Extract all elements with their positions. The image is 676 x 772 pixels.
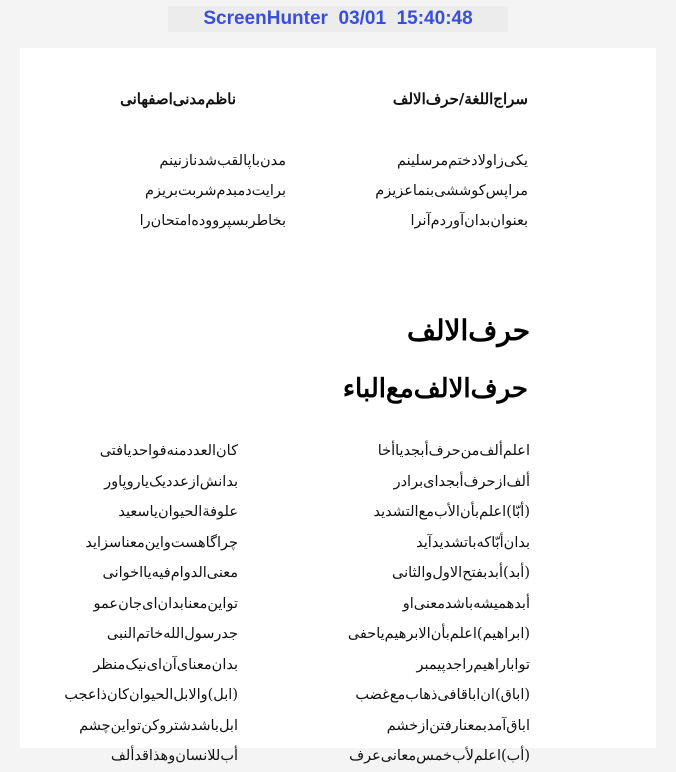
section-heading: حرف‌الالف [406, 314, 530, 347]
screenshot-watermark-bar [0, 0, 676, 36]
subsection-heading: حرف‌الالف‌مع‌الباء [342, 374, 528, 404]
verse-line: (اباق)ان‌اباقافی‌ذهاب‌مع‌غضب [355, 687, 530, 703]
verse-line: بدان‌أبّاکه‌باتشدیدآید [416, 534, 530, 551]
verse-line: (أبد)أبدبفتح‌الاول‌والثانی [392, 565, 530, 581]
verse-line: بخاطربسپرووده‌امتحان‌را [139, 213, 286, 229]
verse-line: مراپس‌کوششی‌بنماعزیزم [375, 183, 528, 199]
verse-line: کان‌العددمنه‌فواحدیافتی [99, 443, 238, 459]
intro-verses-right [375, 146, 528, 236]
verse-line: علوفة‌الحیوان‌یاسعید [118, 504, 238, 520]
verse-line: (أب)اعلم‌لأب‌خمس‌معانی‌عرف [349, 748, 530, 764]
verse-line: أبدهمیشه‌باشدمعنی‌او [402, 595, 530, 612]
verse-line: تواین‌معنابدان‌ای‌جان‌عمو [93, 595, 238, 612]
verse-line: أب‌للانسان‌وهذاقدألف [110, 748, 238, 764]
verse-line: بدان‌معنای‌آن‌ای‌نیک‌منظر [93, 656, 238, 673]
intro-verses-left [140, 146, 286, 236]
verse-line: (ابراهیم)اعلم‌بأن‌الابرهیم‌یاحفی [347, 626, 530, 642]
verse-line: معنی‌الدوام‌فیه‌یااخوانی [102, 565, 238, 581]
verse-line: جدرسول‌الله‌خاتم‌النبی [106, 626, 238, 642]
verse-line: ابل‌باشدشتروکن‌تواین‌چشم [79, 717, 238, 734]
verse-line: تواباراهیم‌راجدپیمبر [416, 656, 530, 673]
verse-line: مدن‌باپالقب‌شدنازنینم [159, 153, 286, 169]
verse-line: بدانش‌ازعددیک‌یاروپاور [104, 473, 238, 490]
verse-line: اباق‌آمدبمعنارفتن‌ازخشم [386, 717, 530, 734]
verse-line: بعنوان‌بدان‌آوردم‌آنرا [410, 213, 528, 229]
verse-line: (أبّا)اعلم‌بأن‌الأب‌مع‌التشدید [373, 504, 530, 520]
screenhunter-watermark: ScreenHunter 03/01 15:40:48 [168, 6, 508, 32]
verse-line: برایت‌دمبدم‌شربت‌بریزم [145, 183, 286, 199]
verse-line: یکی‌زاولادختم‌مرسلینم [397, 153, 528, 169]
verse-line: (ابل)والابل‌الحیوان‌کان‌ذاعجب [64, 687, 238, 703]
running-header-title: سراج‌اللغة/حرف‌الالف [392, 90, 528, 108]
poem-column-right [348, 436, 530, 772]
poem-column-left [64, 436, 238, 772]
running-header-author: ناظم‌مدنی‌اصفهانی [120, 90, 236, 108]
verse-line: اعلم‌ألف‌من‌حرف‌أبجدیاأخا [377, 443, 530, 459]
verse-line: چراگاهست‌واین‌معناسزاید [85, 534, 238, 551]
verse-line: ألف‌ازحرف‌أبجدای‌برادر [393, 473, 530, 490]
document-page [20, 48, 656, 764]
